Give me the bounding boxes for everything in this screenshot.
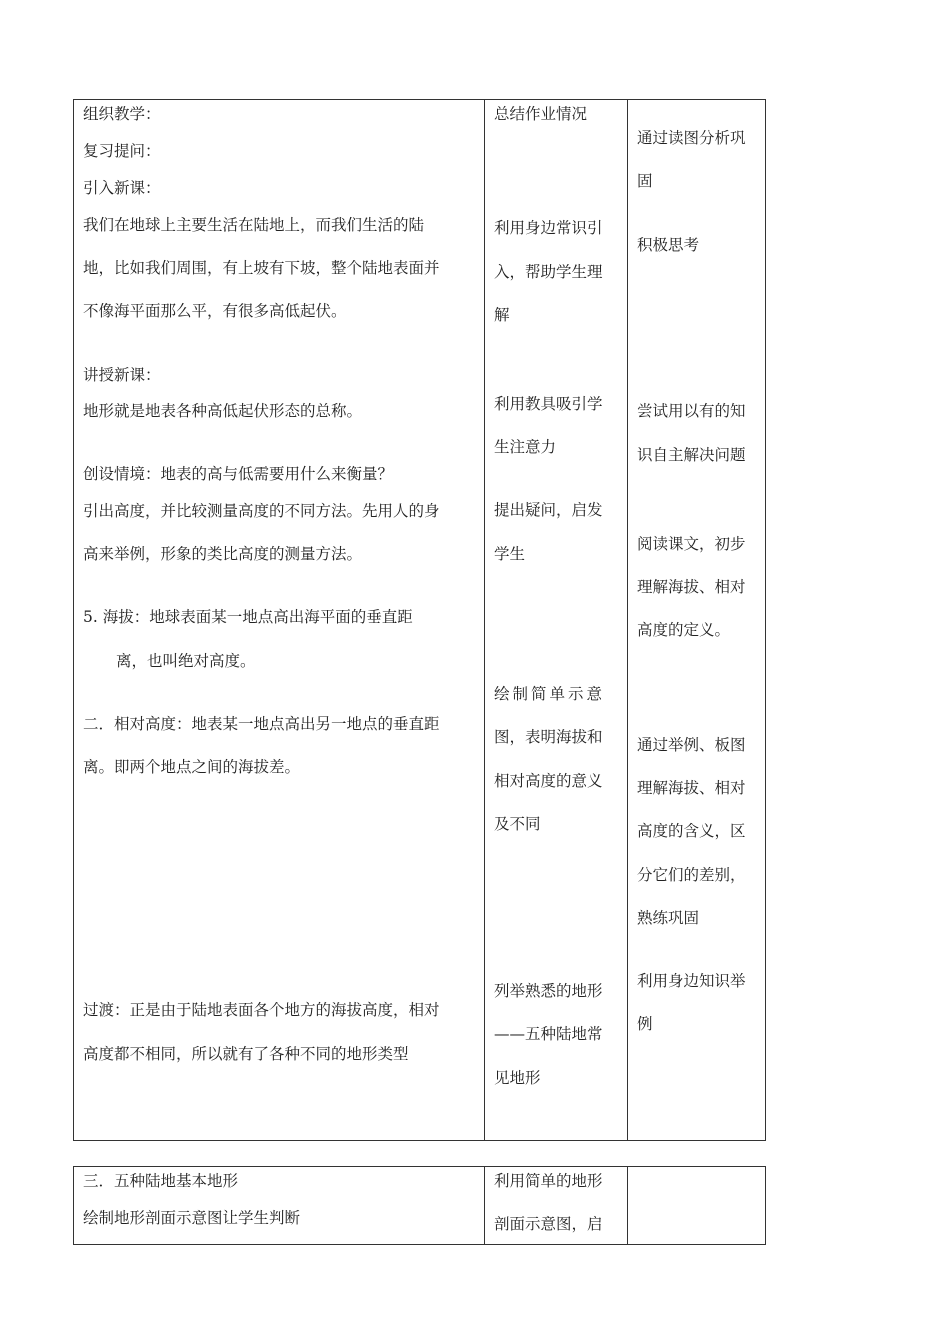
- text-line: 地形就是地表各种高低起伏形态的总称。: [83, 402, 363, 420]
- text-line: 5. 海拔：地球表面某一地点高出海平面的垂直距: [83, 608, 413, 626]
- text-line: 二．相对高度：地表某一地点高出另一地点的垂直距: [83, 715, 440, 733]
- teacher-activity-column: [74, 100, 485, 1140]
- text-line: 通过举例、板图: [637, 736, 746, 754]
- text-line: 离，也叫绝对高度。: [116, 652, 256, 670]
- text-line: 高度的定义。: [637, 621, 731, 639]
- text-line: 过渡：正是由于陆地表面各个地方的海拔高度，相对: [83, 1001, 440, 1019]
- text-line: 引入新课：: [83, 179, 161, 197]
- text-line: 理解海拔、相对: [637, 779, 746, 797]
- text-line: 总结作业情况: [494, 105, 588, 123]
- text-line: 例: [637, 1015, 653, 1033]
- text-line: 绘制地形剖面示意图让学生判断: [83, 1209, 301, 1227]
- text-line: 利用简单的地形: [494, 1172, 603, 1190]
- text-line: 图，表明海拔和: [494, 728, 603, 746]
- text-line: 及不同: [494, 815, 541, 833]
- text-line: 相对高度的意义: [494, 772, 603, 790]
- text-line: 理解海拔、相对: [637, 578, 746, 596]
- text-line: 利用身边常识引: [494, 219, 603, 237]
- text-line: 利用身边知识举: [637, 972, 746, 990]
- text-line: 熟练巩固: [637, 909, 700, 927]
- lesson-table-2: [73, 1166, 766, 1245]
- text-line: 三．五种陆地基本地形: [83, 1172, 239, 1190]
- text-line: 固: [637, 172, 653, 190]
- text-line: 识自主解决问题: [637, 446, 746, 464]
- text-line: 离。即两个地点之间的海拔差。: [83, 758, 301, 776]
- method-column: [485, 100, 628, 1140]
- text-line: 高度的含义，区: [637, 822, 746, 840]
- text-line: 复习提问：: [83, 142, 161, 160]
- text-line: 引出高度，并比较测量高度的不同方法。先用人的身: [83, 502, 440, 520]
- text-line: 通过读图分析巩: [637, 129, 746, 147]
- text-line: 剖面示意图，启: [494, 1215, 603, 1233]
- text-line: 入，帮助学生理: [494, 263, 603, 281]
- text-line: 列举熟悉的地形: [494, 982, 603, 1000]
- lesson-table-1: [73, 99, 766, 1141]
- text-line: 高度都不相同，所以就有了各种不同的地形类型: [83, 1045, 409, 1063]
- text-line: 高来举例，形象的类比高度的测量方法。: [83, 545, 363, 563]
- text-line: 解: [494, 306, 510, 324]
- text-line: 我们在地球上主要生活在陆地上，而我们生活的陆: [83, 216, 425, 234]
- student-activity-column: [628, 100, 765, 1140]
- method-column: [485, 1167, 628, 1244]
- text-line: 分它们的差别，: [637, 866, 746, 884]
- text-line: 利用教具吸引学: [494, 395, 603, 413]
- text-line: 组织教学：: [83, 105, 161, 123]
- text-line: 绘制简单示意: [494, 685, 606, 703]
- text-line: 不像海平面那么平，有很多高低起伏。: [83, 302, 347, 320]
- text-line: 生注意力: [494, 438, 557, 456]
- text-line: 学生: [494, 545, 526, 563]
- text-line: 积极思考: [637, 236, 700, 254]
- text-line: 见地形: [494, 1069, 541, 1087]
- text-line: 讲授新课：: [83, 366, 161, 384]
- teacher-activity-column: [74, 1167, 485, 1244]
- text-line: 地，比如我们周围，有上坡有下坡，整个陆地表面并: [83, 259, 440, 277]
- student-activity-column: [628, 1167, 765, 1244]
- text-line: 创设情境：地表的高与低需要用什么来衡量？: [83, 465, 394, 483]
- text-line: 阅读课文，初步: [637, 535, 746, 553]
- text-line: 尝试用以有的知: [637, 402, 746, 420]
- text-line: 提出疑问，启发: [494, 501, 603, 519]
- text-line: ——五种陆地常: [494, 1025, 603, 1043]
